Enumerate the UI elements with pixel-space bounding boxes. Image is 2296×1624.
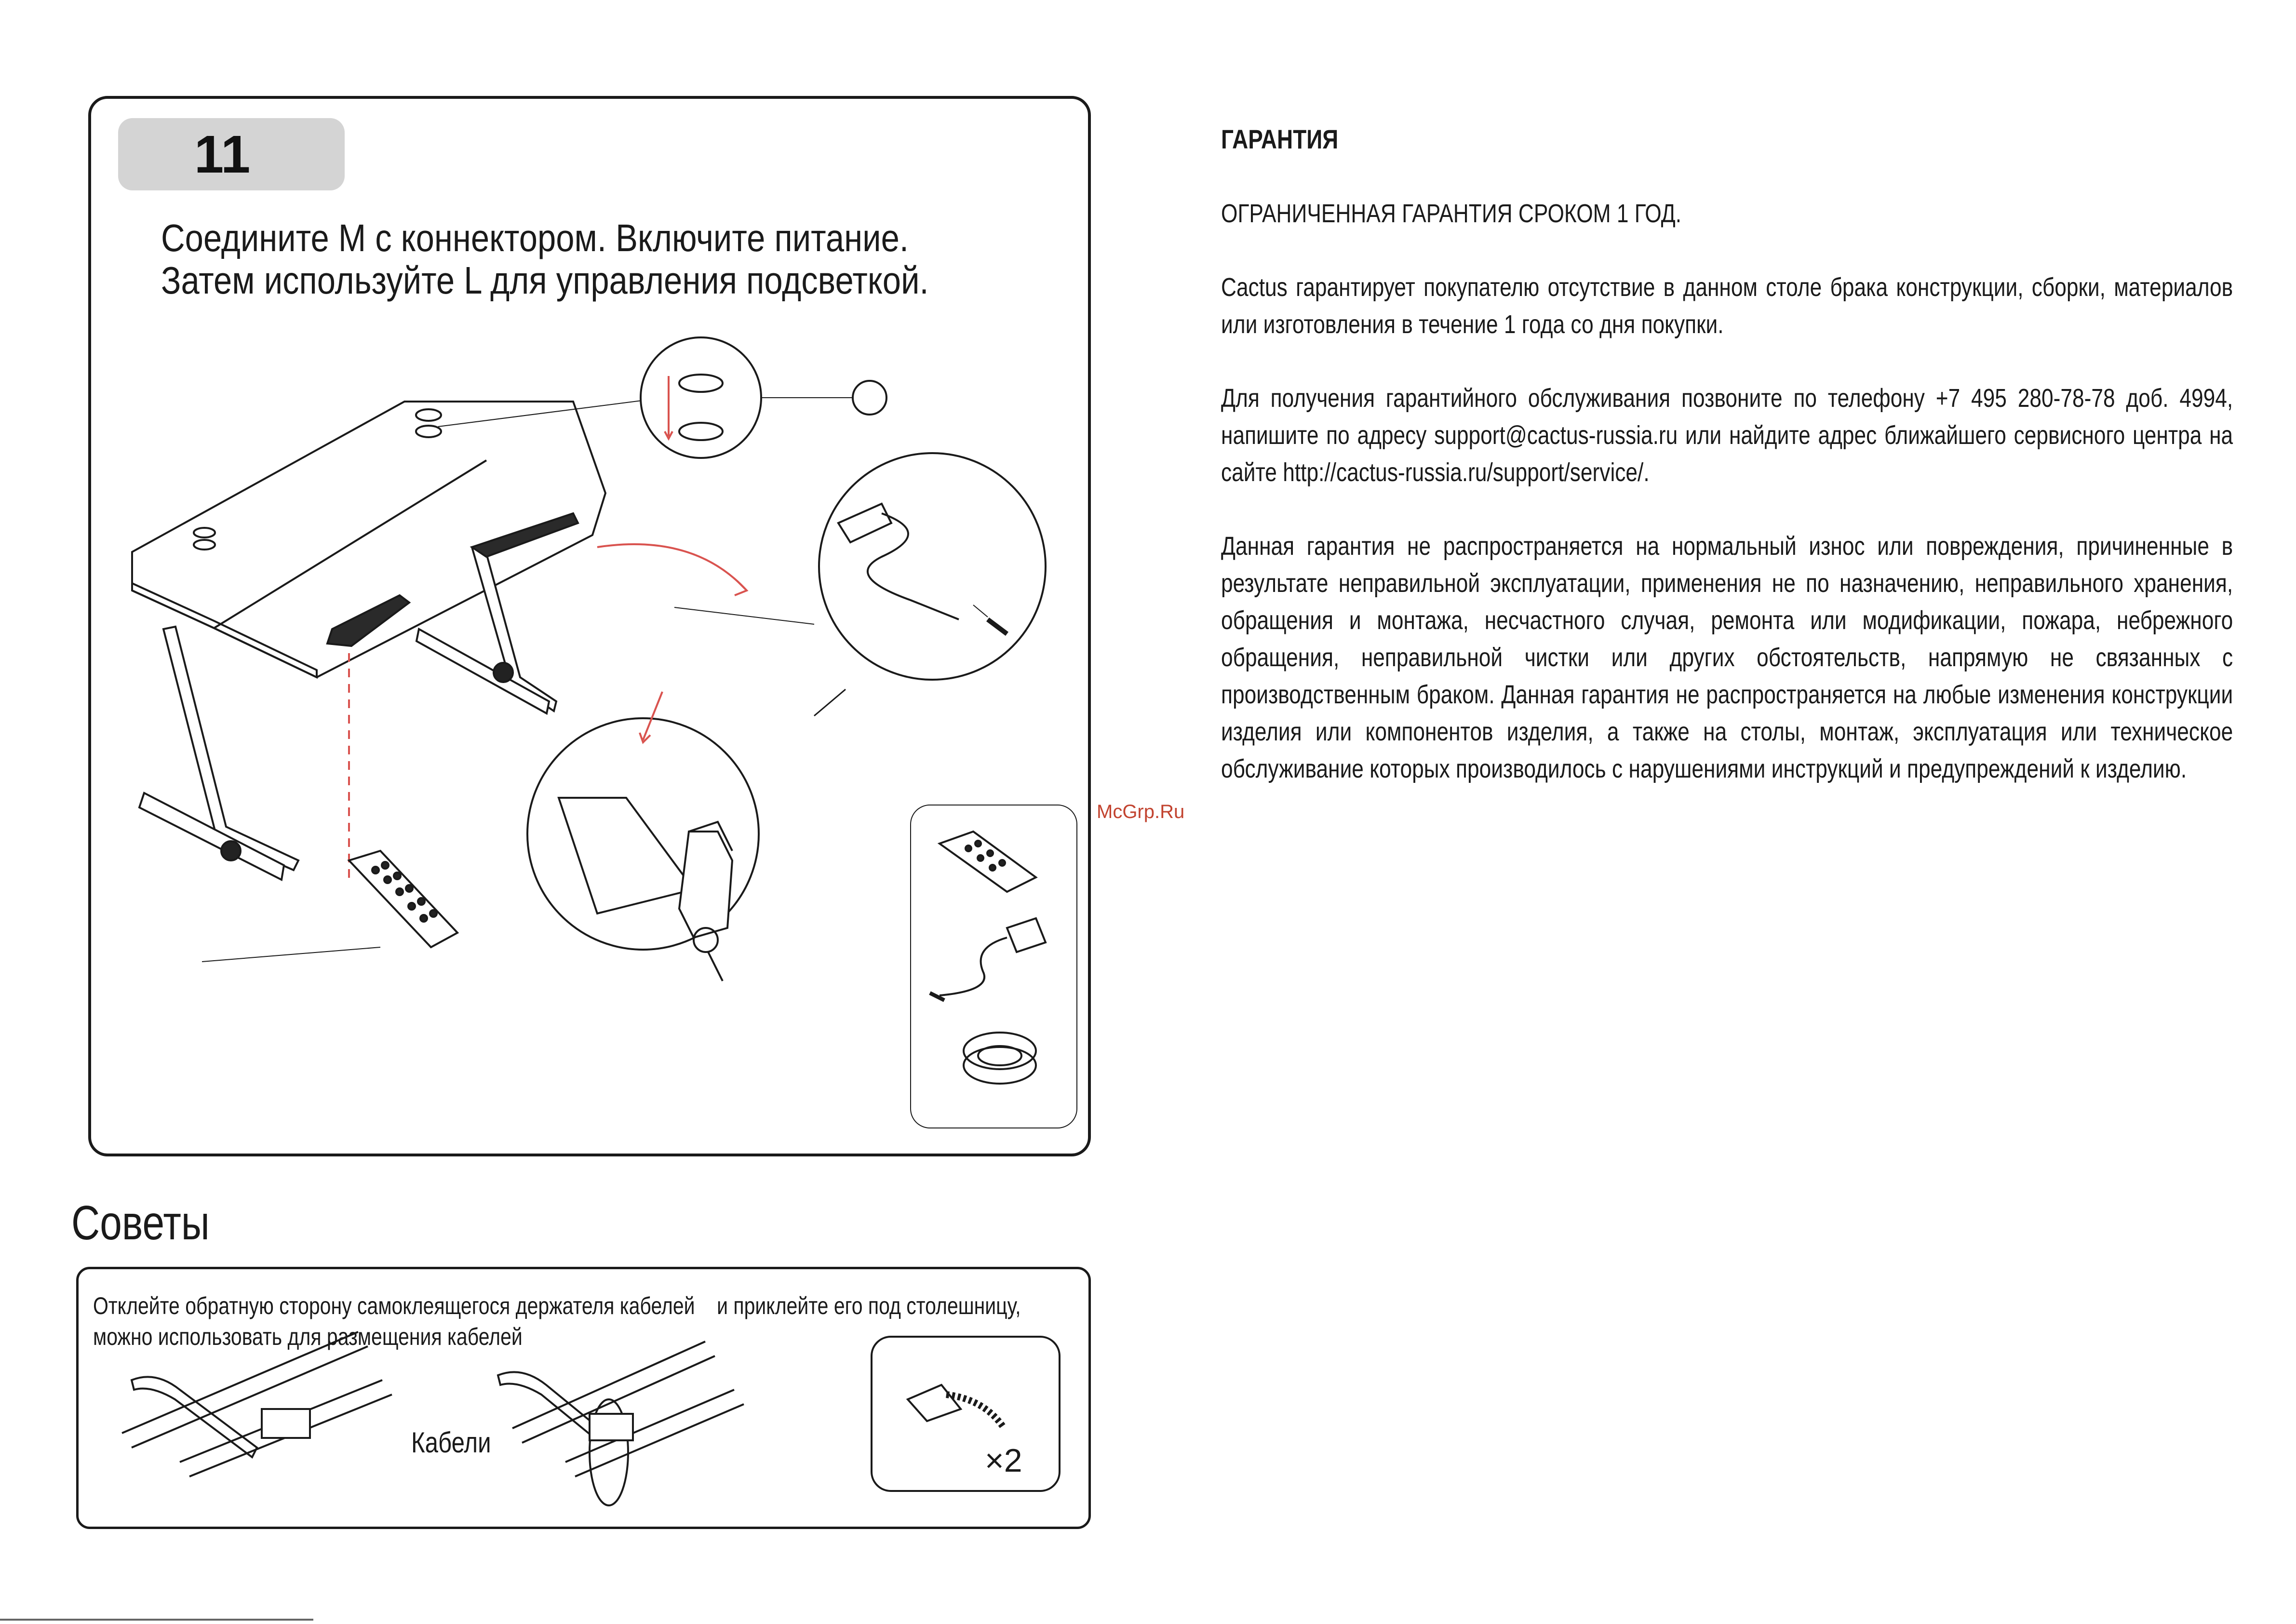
step-number: 11 [194,125,251,184]
remote-illustration [349,851,457,947]
cable-holder-illustration-1 [122,1332,392,1476]
watermark: McGrp.Ru [1097,801,1185,822]
tips-title: Советы [71,1196,210,1250]
instruction-line-1: Соедините M с коннектором. Включите питание. [161,216,909,259]
warranty-subtitle: ОГРАНИЧЕННАЯ ГАРАНТИЯ СРОКОМ 1 ГОД. [1221,199,1682,228]
cable-holder-illustration-2 [498,1342,744,1505]
tips-illustration [79,1269,1093,1531]
warranty-paragraph-2: Для получения гарантийного обслуживания позвоните по телефону +7 495 280-78-78 доб. 4994, напишите по адресу support@cactus-russia.ru или найдите адрес ближайшего сервисного центра на сайте http://cactus-russia.ru/support/service/. [1221,384,2233,487]
tips-text-part-b: и приклейте его под столешницу, [717,1292,1021,1319]
quantity-label: ×2 [985,1442,1022,1479]
instruction-line-2: Затем используйте L для управления подсветкой. [161,259,929,302]
warranty-section [1221,121,2233,824]
footer-divider [0,1619,313,1621]
tips-text-line-2: можно использовать для размещения кабелей [93,1323,523,1350]
warranty-paragraph-1: Cactus гарантирует покупателю отсутствие в данном столе брака конструкции, сборки, материалов или изготовления в течение 1 года со дня покупки. [1221,273,2233,339]
warranty-heading: ГАРАНТИЯ [1221,124,1339,154]
cables-label: Кабели [411,1426,491,1459]
step-panel [88,96,1091,1156]
step-illustration [91,99,1094,1159]
tips-text-part-a: Отклейте обратную сторону самоклеящегося держателя кабелей [93,1292,695,1319]
warranty-paragraph-3: Данная гарантия не распространяется на нормальный износ или повреждения, причиненные в результате неправильной эксплуатации, применения не по назначению, неправильного хранения, обращения и монтажа, несчастного случая, ремонта или модификации, пожара, небрежного обращения, неправильной чистки или других обстоятельств, напрямую не связанных с производственным браком. Данная гарантия не распространяется на любые изменения конструкции изделия или компонентов изделия, а также на столы, монтаж, эксплуатация или техническое обслуживание которых производилось с нарушениями инструкций и предупреждений к изделию. [1221,532,2233,783]
tips-panel [76,1267,1091,1529]
